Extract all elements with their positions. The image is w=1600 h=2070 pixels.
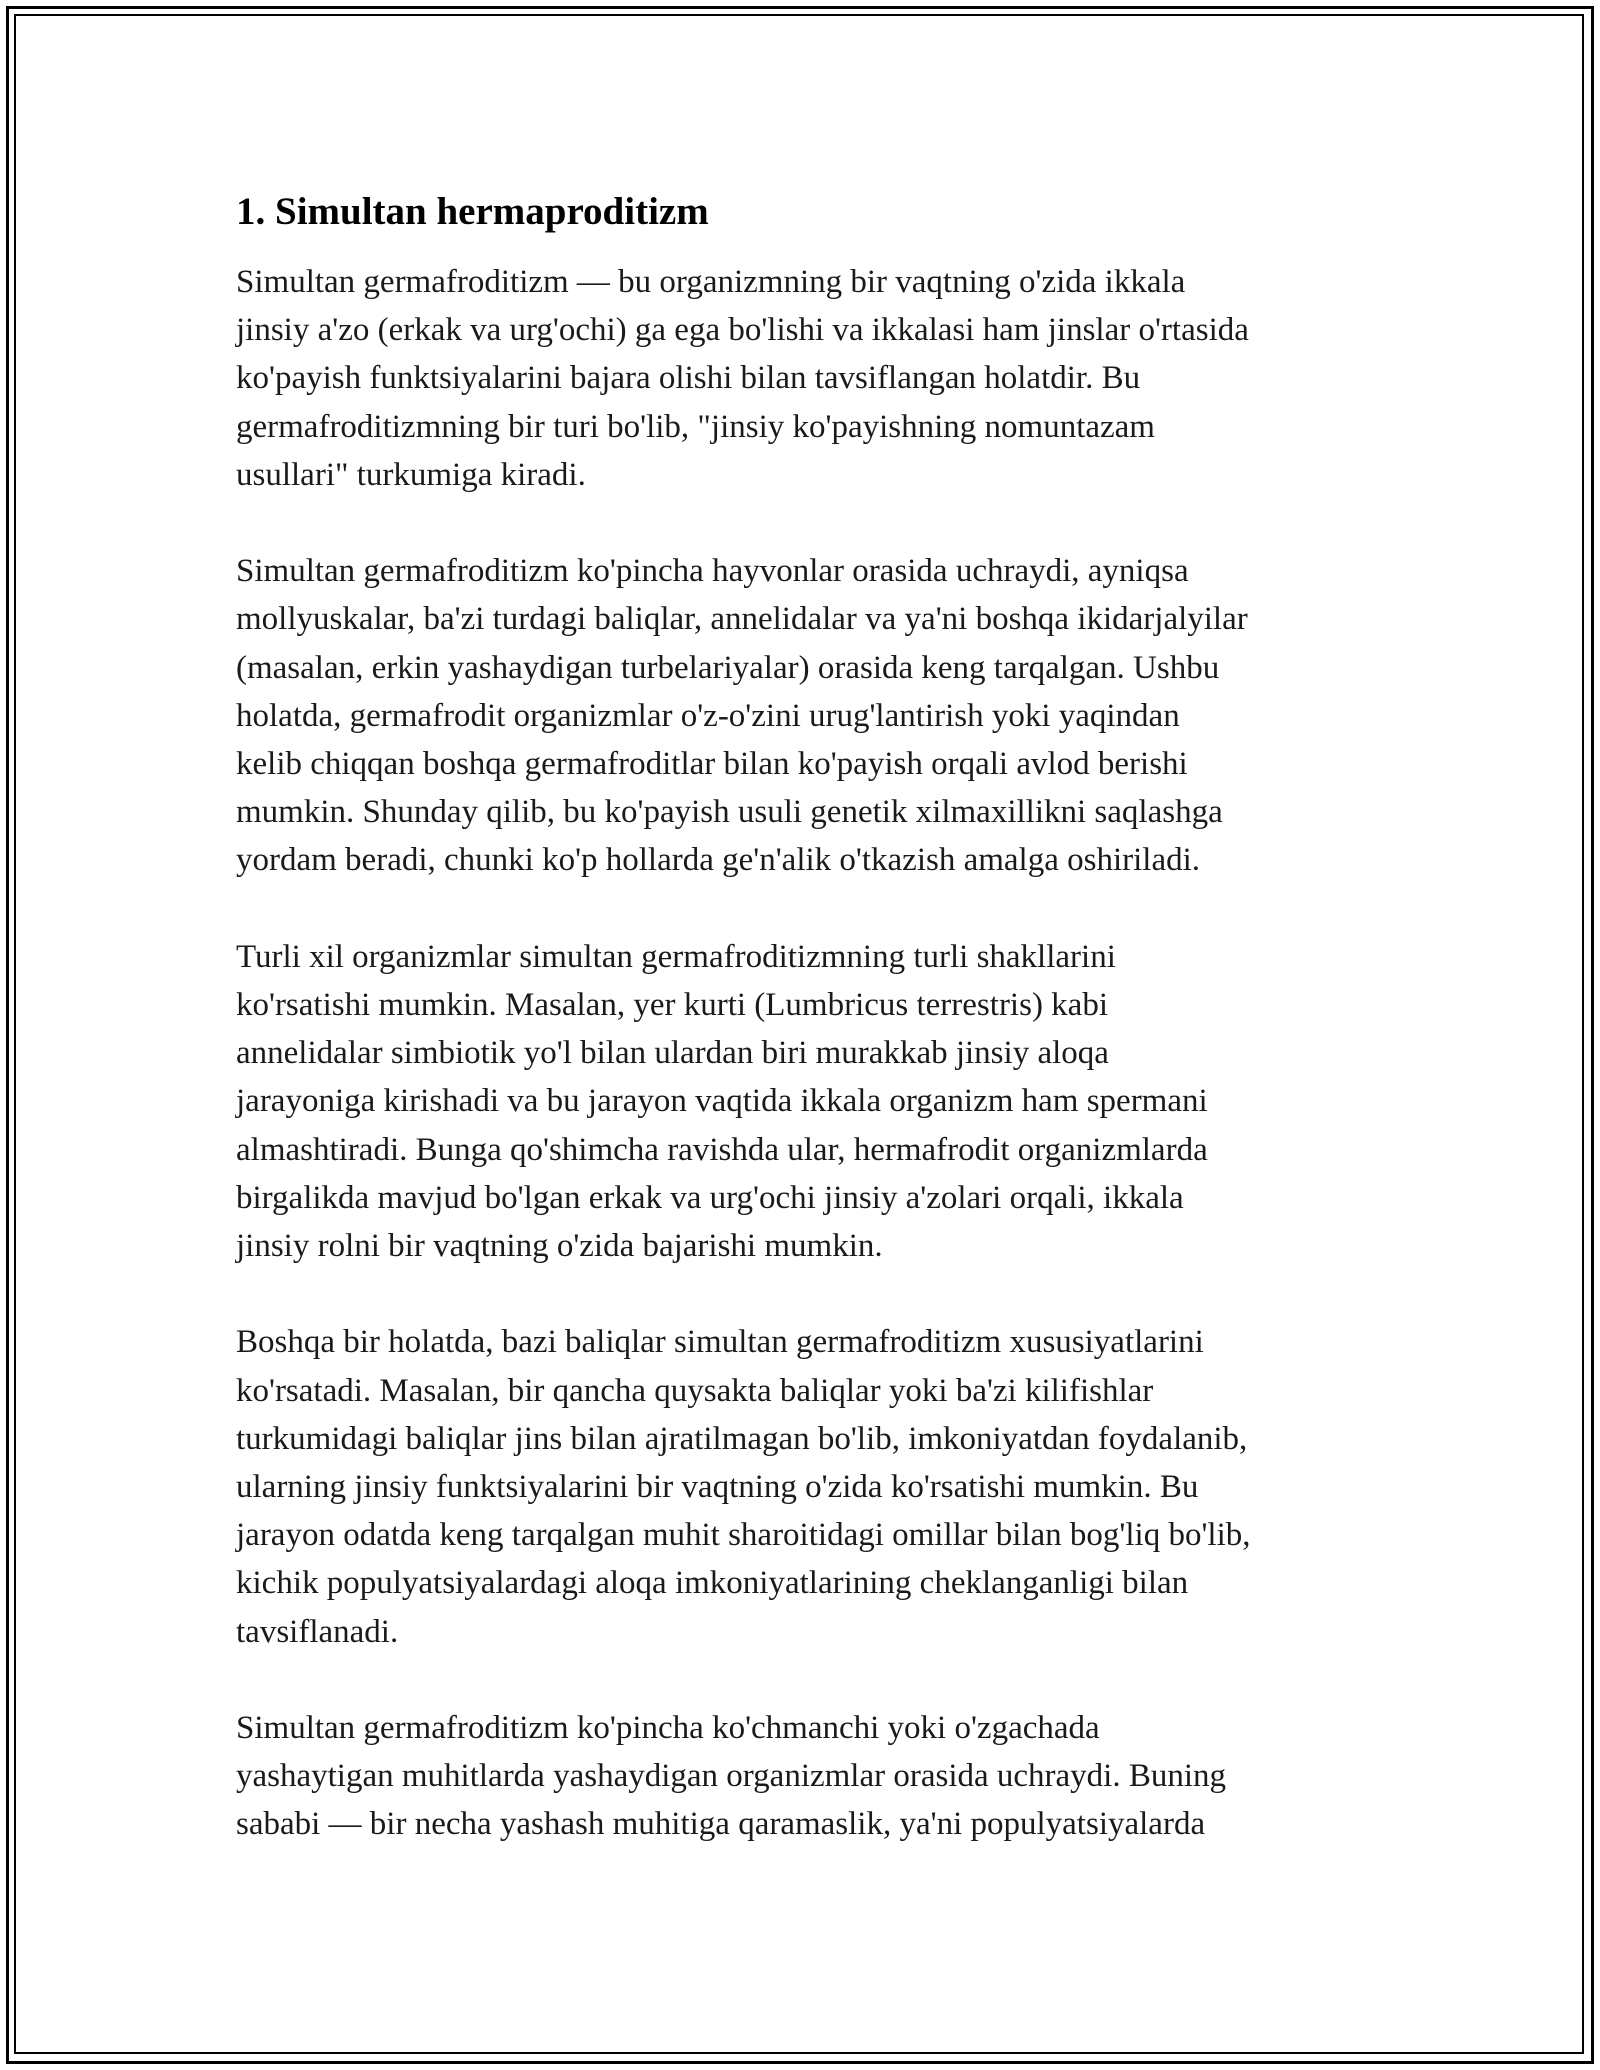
- text-line: birgalikda mavjud bo'lgan erkak va urg'ochi jinsiy a'zolari orqali, ikkala: [236, 1179, 1184, 1216]
- text-line: jinsiy rolni bir vaqtning o'zida bajarishi mumkin.: [236, 1228, 883, 1265]
- paragraph-3: [236, 933, 1366, 1270]
- paragraph-5: [236, 1704, 1366, 1849]
- paragraph-1: [236, 258, 1366, 499]
- text-line: (masalan, erkin yashaydigan turbelariyalar) orasida keng tarqalgan. Ushbu: [236, 649, 1220, 686]
- text-line: annelidalar simbiotik yo'l bilan ulardan biri murakkab jinsiy aloqa: [236, 1035, 1109, 1072]
- text-line: jarayon odatda keng tarqalgan muhit sharoitidagi omillar bilan bog'liq bo'lib,: [236, 1517, 1251, 1554]
- text-line: turkumidagi baliqlar jins bilan ajratilmagan bo'lib, imkoniyatdan foydalanib,: [236, 1420, 1248, 1457]
- text-line: ko'payish funktsiyalarini bajara olishi bilan tavsiflangan holatdir. Bu: [236, 360, 1141, 397]
- text-line: mumkin. Shunday qilib, bu ko'payish usuli genetik xilmaxillikni saqlashga: [236, 794, 1223, 831]
- text-line: yordam beradi, chunki ko'p hollarda ge'n'alik o'tkazish amalga oshiriladi.: [236, 842, 1201, 879]
- text-line: Simultan germafroditizm ko'pincha ko'chmanchi yoki o'zgachada: [236, 1710, 1100, 1747]
- text-line: kichik populyatsiyalardagi aloqa imkoniyatlarining cheklanganligi bilan: [236, 1565, 1189, 1602]
- text-line: ko'rsatadi. Masalan, bir qancha quysakta baliqlar yoki ba'zi kilifishlar: [236, 1372, 1154, 1409]
- text-line: holatda, germafrodit organizmlar o'z-o'zini urug'lantirish yoki yaqindan: [236, 697, 1180, 734]
- document-body: [236, 186, 1366, 1897]
- text-line: ularning jinsiy funktsiyalarini bir vaqtning o'zida ko'rsatishi mumkin. Bu: [236, 1469, 1199, 1506]
- paragraph-4: [236, 1318, 1366, 1655]
- text-line: Simultan germafroditizm ko'pincha hayvonlar orasida uchraydi, ayniqsa: [236, 553, 1189, 590]
- text-line: jarayoniga kirishadi va bu jarayon vaqtida ikkala organizm ham spermani: [236, 1083, 1208, 1120]
- text-line: mollyuskalar, ba'zi turdagi baliqlar, annelidalar va ya'ni boshqa ikidarjalyilar: [236, 601, 1248, 638]
- text-line: jinsiy a'zo (erkak va urg'ochi) ga ega bo'lishi va ikkalasi ham jinslar o'rtasida: [236, 312, 1249, 349]
- text-line: Boshqa bir holatda, bazi baliqlar simultan germafroditizm xususiyatlarini: [236, 1324, 1204, 1361]
- text-line: Turli xil organizmlar simultan germafroditizmning turli shakllarini: [236, 938, 1116, 975]
- text-line: germafroditizmning bir turi bo'lib, "jinsiy ko'payishning nomuntazam: [236, 408, 1155, 445]
- section-heading: 1. Simultan hermaproditizm: [236, 190, 709, 233]
- text-line: almashtiradi. Bunga qo'shimcha ravishda ular, hermafrodit organizmlarda: [236, 1131, 1208, 1168]
- text-line: ko'rsatishi mumkin. Masalan, yer kurti (Lumbricus terrestris) kabi: [236, 987, 1109, 1024]
- text-line: kelib chiqqan boshqa germafroditlar bilan ko'payish orqali avlod berishi: [236, 746, 1188, 783]
- paragraph-2: [236, 547, 1366, 884]
- text-line: tavsiflanadi.: [236, 1613, 399, 1650]
- text-line: usullari" turkumiga kiradi.: [236, 456, 586, 493]
- text-line: yashaytigan muhitlarda yashaydigan organizmlar orasida uchraydi. Buning: [236, 1758, 1227, 1795]
- text-line: sababi — bir necha yashash muhitiga qaramaslik, ya'ni populyatsiyalarda: [236, 1806, 1206, 1843]
- text-line: Simultan germafroditizm — bu organizmning bir vaqtning o'zida ikkala: [236, 264, 1186, 300]
